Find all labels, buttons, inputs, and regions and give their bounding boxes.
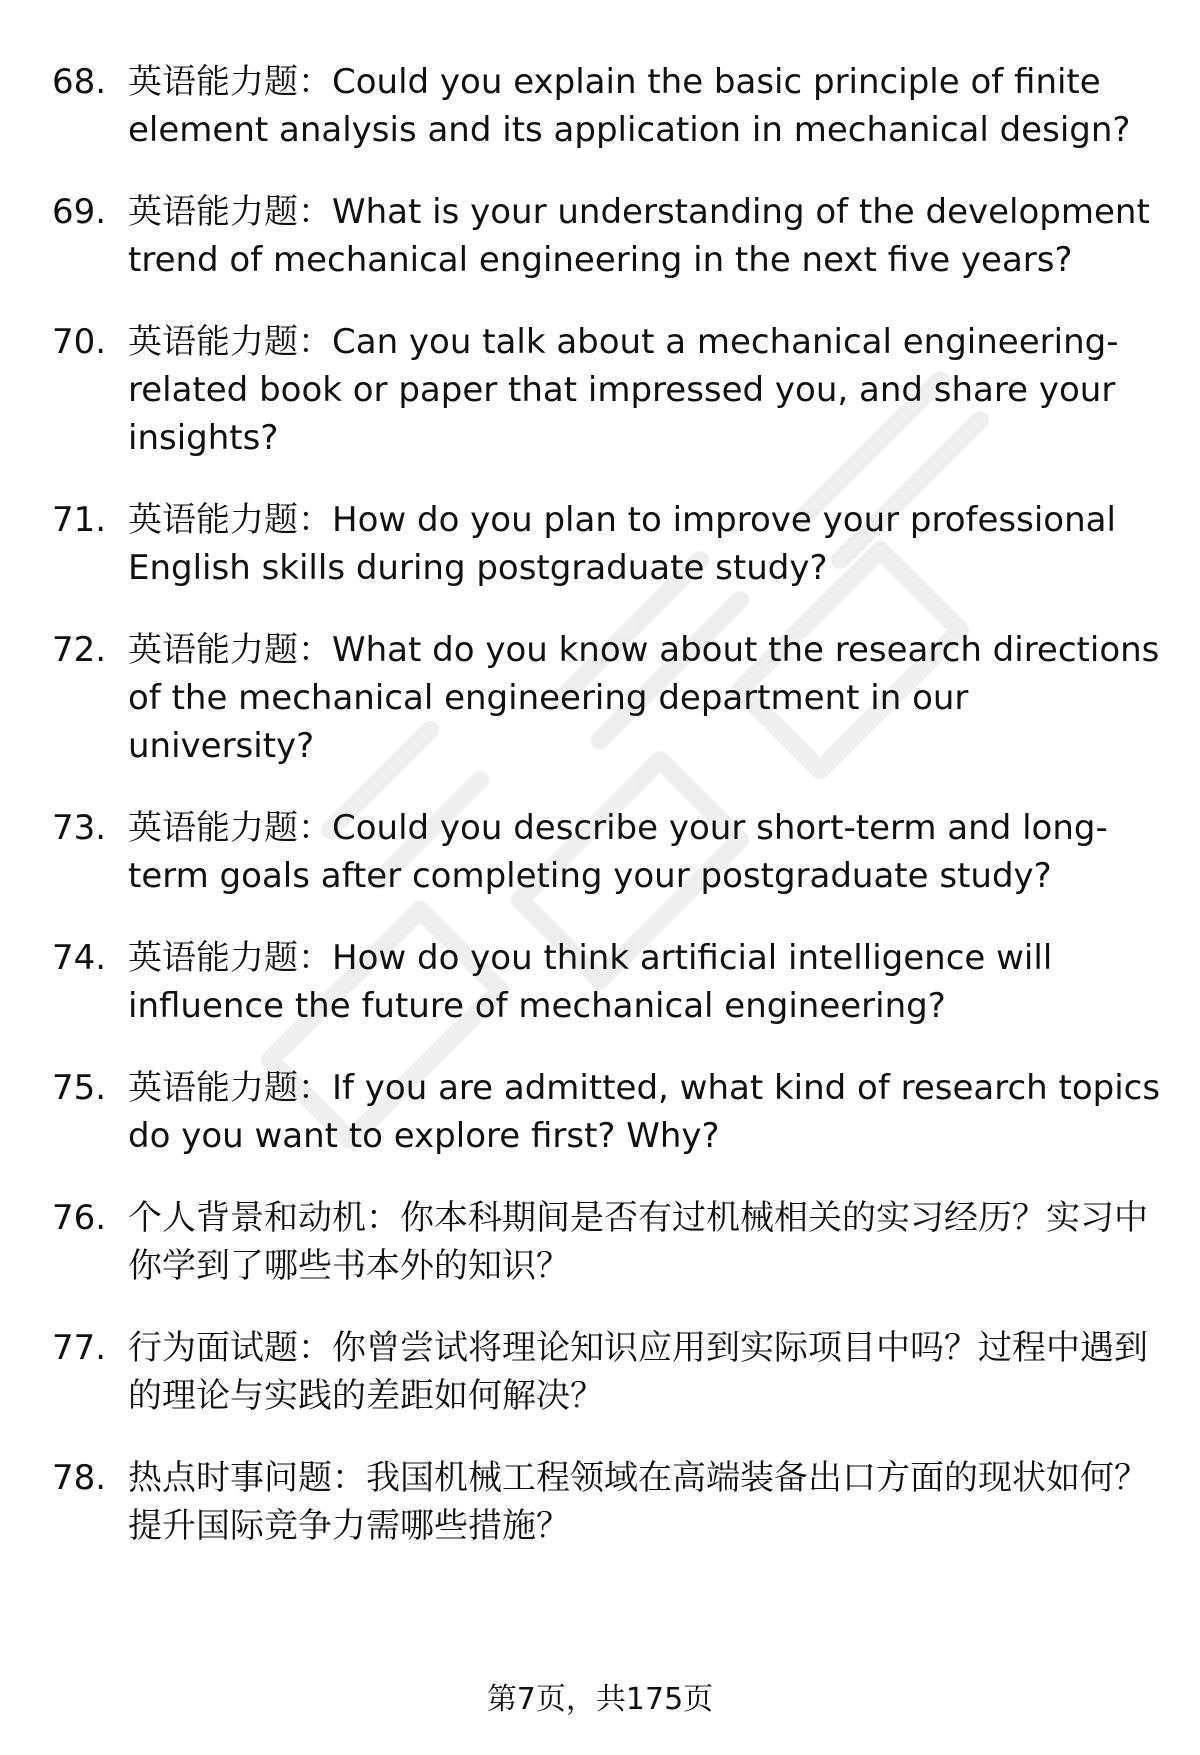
question-item <box>52 318 1162 462</box>
question-item <box>52 626 1162 770</box>
question-number: 70. <box>52 322 107 362</box>
question-category: 英语能力题： <box>128 808 332 848</box>
question-text: Can you talk about a mechanical engineering-related book or paper that impressed you, and share your insights? <box>128 322 1119 458</box>
question-body <box>128 188 1162 284</box>
question-body <box>128 1454 1162 1550</box>
question-item <box>52 934 1162 1030</box>
question-number: 72. <box>52 630 107 670</box>
question-body <box>128 626 1162 770</box>
question-category: 英语能力题： <box>128 938 332 978</box>
question-item <box>52 496 1162 592</box>
question-item <box>52 1324 1162 1420</box>
question-body <box>128 58 1162 154</box>
question-text: How do you think artificial intelligence will influence the future of mechanical engineering? <box>128 938 1053 1026</box>
page-number: 第7页，共175页 <box>486 1682 714 1717</box>
question-number: 71. <box>52 500 107 540</box>
question-category: 英语能力题： <box>128 192 332 232</box>
question-category: 个人背景和动机： <box>128 1198 400 1238</box>
question-text: 我国机械工程领域在高端装备出口方面的现状如何？提升国际竞争力需哪些措施？ <box>128 1458 1148 1546</box>
question-number: 69. <box>52 192 107 232</box>
question-item <box>52 188 1162 284</box>
question-text: 你本科期间是否有过机械相关的实习经历？实习中你学到了哪些书本外的知识？ <box>128 1198 1148 1286</box>
question-category: 行为面试题： <box>128 1328 332 1368</box>
question-item <box>52 1454 1162 1550</box>
question-item <box>52 804 1162 900</box>
question-number: 68. <box>52 62 107 102</box>
question-body <box>128 804 1162 900</box>
question-text: What do you know about the research directions of the mechanical engineering department in our university? <box>128 630 1160 766</box>
question-number: 74. <box>52 938 107 978</box>
question-text: Could you explain the basic principle of finite element analysis and its application in mechanical design? <box>128 62 1131 150</box>
question-number: 75. <box>52 1068 107 1108</box>
question-body <box>128 318 1162 462</box>
question-body <box>128 1194 1162 1290</box>
question-text: What is your understanding of the development trend of mechanical engineering in the next five years? <box>128 192 1150 280</box>
question-number: 73. <box>52 808 107 848</box>
question-list <box>52 58 1162 1584</box>
question-number: 78. <box>52 1458 107 1498</box>
question-body <box>128 1324 1162 1420</box>
question-body <box>128 934 1162 1030</box>
question-text: How do you plan to improve your professional English skills during postgraduate study? <box>128 500 1116 588</box>
question-number: 76. <box>52 1198 107 1238</box>
question-body <box>128 1064 1162 1160</box>
question-item <box>52 58 1162 154</box>
question-category: 英语能力题： <box>128 322 332 362</box>
question-item <box>52 1194 1162 1290</box>
question-category: 英语能力题： <box>128 62 332 102</box>
question-category: 热点时事问题： <box>128 1458 366 1498</box>
question-category: 英语能力题： <box>128 630 332 670</box>
question-category: 英语能力题： <box>128 1068 332 1108</box>
question-text: Could you describe your short-term and long-term goals after completing your postgraduate study? <box>128 808 1108 896</box>
question-text: If you are admitted, what kind of research topics do you want to explore first? Why? <box>128 1068 1161 1156</box>
question-text: 你曾尝试将理论知识应用到实际项目中吗？过程中遇到的理论与实践的差距如何解决？ <box>128 1328 1148 1416</box>
question-number: 77. <box>52 1328 107 1368</box>
question-body <box>128 496 1162 592</box>
question-category: 英语能力题： <box>128 500 332 540</box>
question-item <box>52 1064 1162 1160</box>
